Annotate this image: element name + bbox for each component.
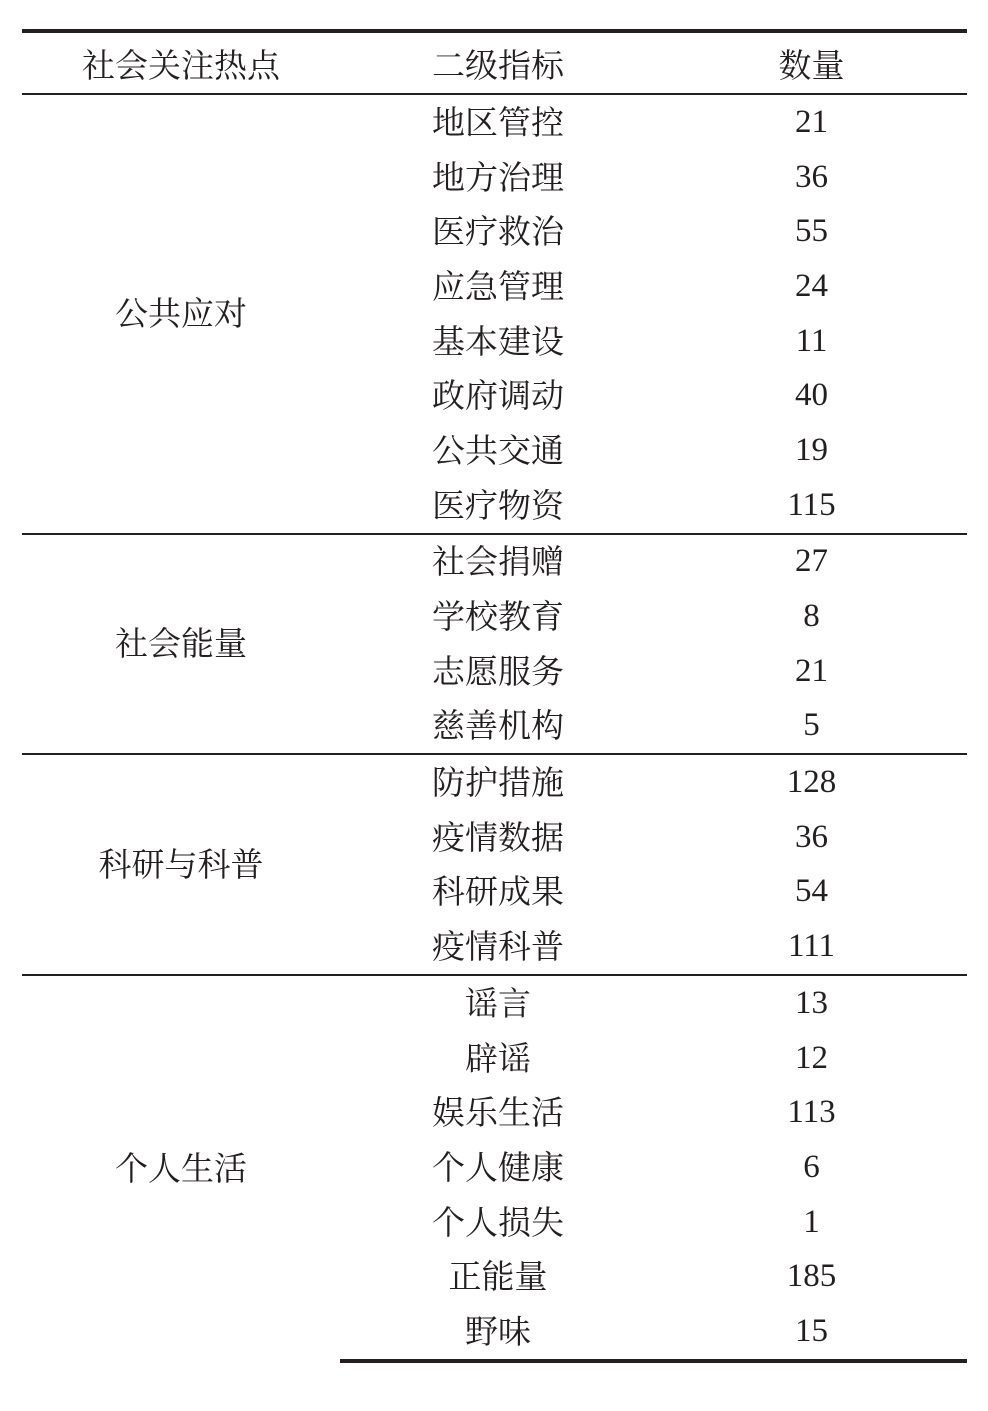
indicator-cell: 医疗救治 [432, 212, 564, 252]
table-group [22, 534, 967, 755]
indicator-cell: 医疗物资 [432, 485, 564, 525]
count-cell: 128 [656, 754, 967, 810]
table-group [22, 754, 967, 975]
count-cell: 55 [795, 213, 828, 250]
indicator-cell: 个人健康 [432, 1147, 564, 1187]
indicator-cell: 谣言 [340, 975, 656, 1031]
count-cell: 111 [787, 928, 836, 965]
count-cell: 1 [803, 1203, 820, 1240]
hotspot-table [22, 29, 967, 1363]
count-cell: 54 [795, 873, 828, 910]
table-row [22, 94, 967, 150]
hotspot-category-cell: 公共应对 [115, 294, 247, 334]
count-cell: 21 [795, 652, 828, 689]
count-cell: 11 [795, 322, 828, 359]
indicator-cell: 正能量 [448, 1257, 548, 1297]
header-indicator: 二级指标 [340, 31, 656, 94]
indicator-cell: 基本建设 [432, 321, 564, 361]
table-header [22, 31, 967, 94]
header-hotspot: 社会关注热点 [22, 31, 340, 94]
count-cell: 36 [795, 818, 828, 855]
header-row [22, 31, 967, 94]
table-row [22, 534, 967, 590]
count-cell: 13 [656, 975, 967, 1031]
count-cell: 113 [787, 1094, 836, 1131]
count-cell: 15 [656, 1304, 967, 1361]
hotspot-category-cell: 社会能量 [22, 534, 340, 755]
count-cell: 19 [795, 431, 828, 468]
count-cell: 40 [795, 377, 828, 414]
count-cell: 24 [795, 267, 828, 304]
count-cell: 8 [803, 598, 820, 635]
table-group [22, 94, 967, 534]
count-cell: 21 [795, 103, 828, 140]
table-row [22, 975, 967, 1031]
count-cell: 12 [795, 1039, 828, 1076]
table-group [22, 975, 967, 1361]
indicator-cell: 野味 [340, 1304, 656, 1361]
indicator-cell: 疫情科普 [432, 927, 564, 967]
indicator-cell: 疫情数据 [432, 817, 564, 857]
header-count: 数量 [656, 31, 967, 94]
indicator-cell: 科研成果 [432, 872, 564, 912]
hotspot-category-cell: 科研与科普 [22, 754, 340, 975]
indicator-cell: 辟谣 [465, 1038, 531, 1078]
count-cell: 36 [795, 158, 828, 195]
indicator-cell: 社会捐赠 [340, 534, 656, 590]
indicator-cell: 防护措施 [340, 754, 656, 810]
indicator-cell: 个人损失 [432, 1202, 564, 1242]
indicator-cell: 地方治理 [432, 157, 564, 197]
indicator-cell: 应急管理 [432, 266, 564, 306]
indicator-cell: 政府调动 [432, 376, 564, 416]
count-cell: 5 [803, 707, 820, 744]
indicator-cell: 娱乐生活 [432, 1093, 564, 1133]
count-cell: 115 [787, 486, 836, 523]
count-cell: 185 [786, 1258, 837, 1295]
indicator-cell: 地区管控 [432, 102, 564, 142]
indicator-cell: 慈善机构 [432, 706, 564, 746]
table-row [22, 754, 967, 810]
indicator-cell: 学校教育 [432, 597, 564, 637]
count-cell: 27 [656, 534, 967, 590]
hotspot-category-cell: 个人生活 [22, 975, 340, 1361]
indicator-cell: 志愿服务 [432, 651, 564, 691]
hotspot-table-container [22, 29, 967, 1363]
indicator-cell: 公共交通 [432, 430, 564, 470]
count-cell: 6 [803, 1148, 820, 1185]
